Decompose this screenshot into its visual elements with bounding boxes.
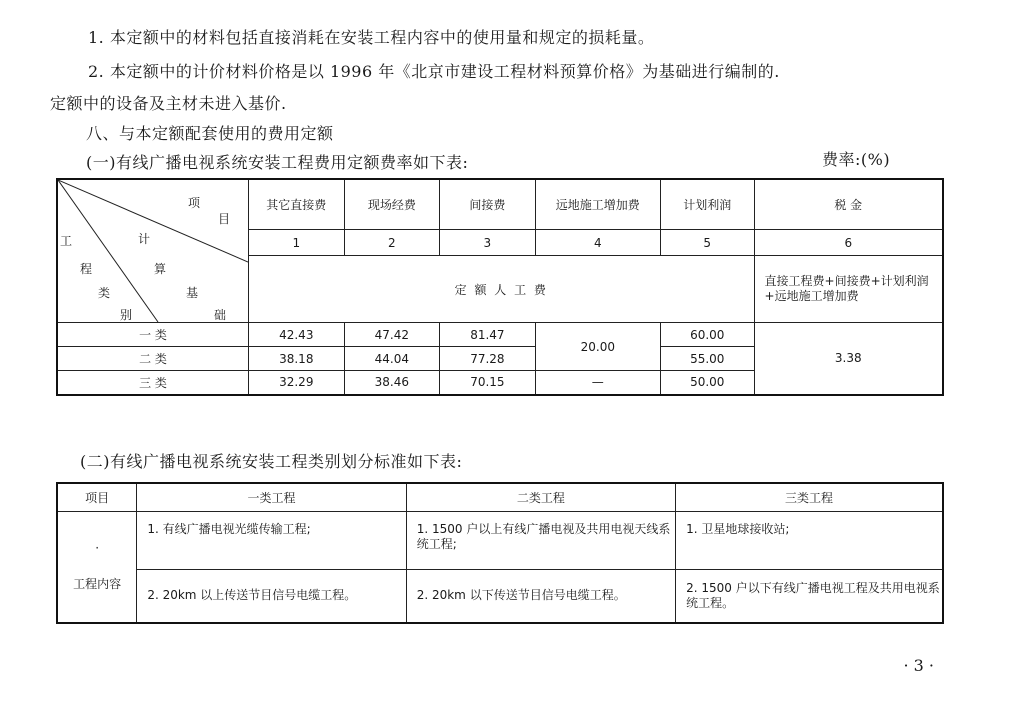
- cell: 55.00: [660, 347, 754, 371]
- cell: 2. 20km 以下传送节目信号电缆工程。: [406, 569, 675, 623]
- paragraph-2-cont: 定额中的设备及主材未进入基价.: [50, 94, 287, 113]
- corner-cheng: 程: [80, 262, 93, 276]
- corner-item: 项: [188, 196, 201, 210]
- corner-ji: 计: [138, 232, 151, 246]
- col-number: 5: [660, 230, 754, 256]
- cell: 77.28: [440, 347, 536, 371]
- corner-lei: 类: [98, 286, 111, 300]
- tax-base: 直接工程费+间接费+计划利润+远地施工增加费: [754, 256, 943, 323]
- cell: 1. 1500 户以上有线广播电视及共用电视天线系统工程;: [406, 511, 675, 569]
- cell: 1. 有线广播电视光缆传输工程;: [137, 511, 406, 569]
- cell: 60.00: [660, 323, 754, 347]
- header-remote: 远地施工增加费: [535, 179, 660, 230]
- corner-ji2: 基: [186, 286, 199, 300]
- corner-header: [57, 179, 249, 323]
- page-number: · 3 ·: [903, 656, 934, 675]
- cell: 38.46: [344, 371, 440, 395]
- cell: 38.18: [249, 347, 345, 371]
- col-number: 2: [344, 230, 440, 256]
- table-row: [57, 569, 943, 623]
- cell: 2. 1500 户以下有线广播电视工程及共用电视系统工程。: [676, 569, 943, 623]
- row-label: 三 类: [57, 371, 249, 395]
- header-class2: 二类工程: [406, 483, 675, 511]
- cell: 32.29: [249, 371, 345, 395]
- section-heading: 八、与本定额配套使用的费用定额: [86, 124, 334, 143]
- header-other-direct: 其它直接费: [249, 179, 345, 230]
- table-row: [57, 511, 943, 569]
- cell: 44.04: [344, 347, 440, 371]
- base-label: 定 额 人 工 费: [249, 256, 755, 323]
- cell: 50.00: [660, 371, 754, 395]
- cell: 81.47: [440, 323, 536, 347]
- table-row: [57, 323, 943, 347]
- dot-mark: ·: [95, 541, 100, 556]
- row-label: 一 类: [57, 323, 249, 347]
- row-label: 二 类: [57, 347, 249, 371]
- remote-fee: 20.00: [535, 323, 660, 371]
- header-site-fee: 现场经费: [344, 179, 440, 230]
- fee-rate-table: [56, 178, 944, 396]
- cell: 47.42: [344, 323, 440, 347]
- cell: 42.43: [249, 323, 345, 347]
- subsection-1-title: (一)有线广播电视系统安装工程费用定额费率如下表:: [86, 153, 469, 172]
- category-table: [56, 482, 944, 624]
- corner-gong: 工: [60, 234, 73, 248]
- header-profit: 计划利润: [660, 179, 754, 230]
- tax-rate: 3.38: [754, 323, 943, 395]
- cell: 2. 20km 以上传送节目信号电缆工程。: [137, 569, 406, 623]
- paragraph-2: 2. 本定额中的计价材料价格是以 1996 年《北京市建设工程材料预算价格》为基础进行编制的.: [88, 62, 780, 81]
- paragraph-1: 1. 本定额中的材料包括直接消耗在安装工程内容中的使用量和规定的损耗量。: [88, 28, 655, 47]
- col-number: 1: [249, 230, 345, 256]
- cell: —: [535, 371, 660, 395]
- header-tax: 税 金: [754, 179, 943, 230]
- col-number: 4: [535, 230, 660, 256]
- row-label-content: [57, 511, 137, 623]
- header-indirect: 间接费: [440, 179, 536, 230]
- corner-bie: 别: [120, 308, 133, 322]
- header-item: 项目: [57, 483, 137, 511]
- cell: 70.15: [440, 371, 536, 395]
- row-label: 工程内容: [73, 577, 122, 592]
- subsection-2-title: (二)有线广播电视系统安装工程类别划分标准如下表:: [80, 452, 463, 471]
- corner-item2: 目: [218, 212, 231, 226]
- col-number: 6: [754, 230, 943, 256]
- corner-suan: 算: [154, 262, 167, 276]
- header-class3: 三类工程: [676, 483, 943, 511]
- cell: 1. 卫星地球接收站;: [676, 511, 943, 569]
- header-class1: 一类工程: [137, 483, 406, 511]
- col-number: 3: [440, 230, 536, 256]
- rate-unit: 费率:(%): [822, 150, 891, 169]
- corner-chu: 础: [214, 308, 227, 322]
- diagonal-lines: [58, 180, 248, 322]
